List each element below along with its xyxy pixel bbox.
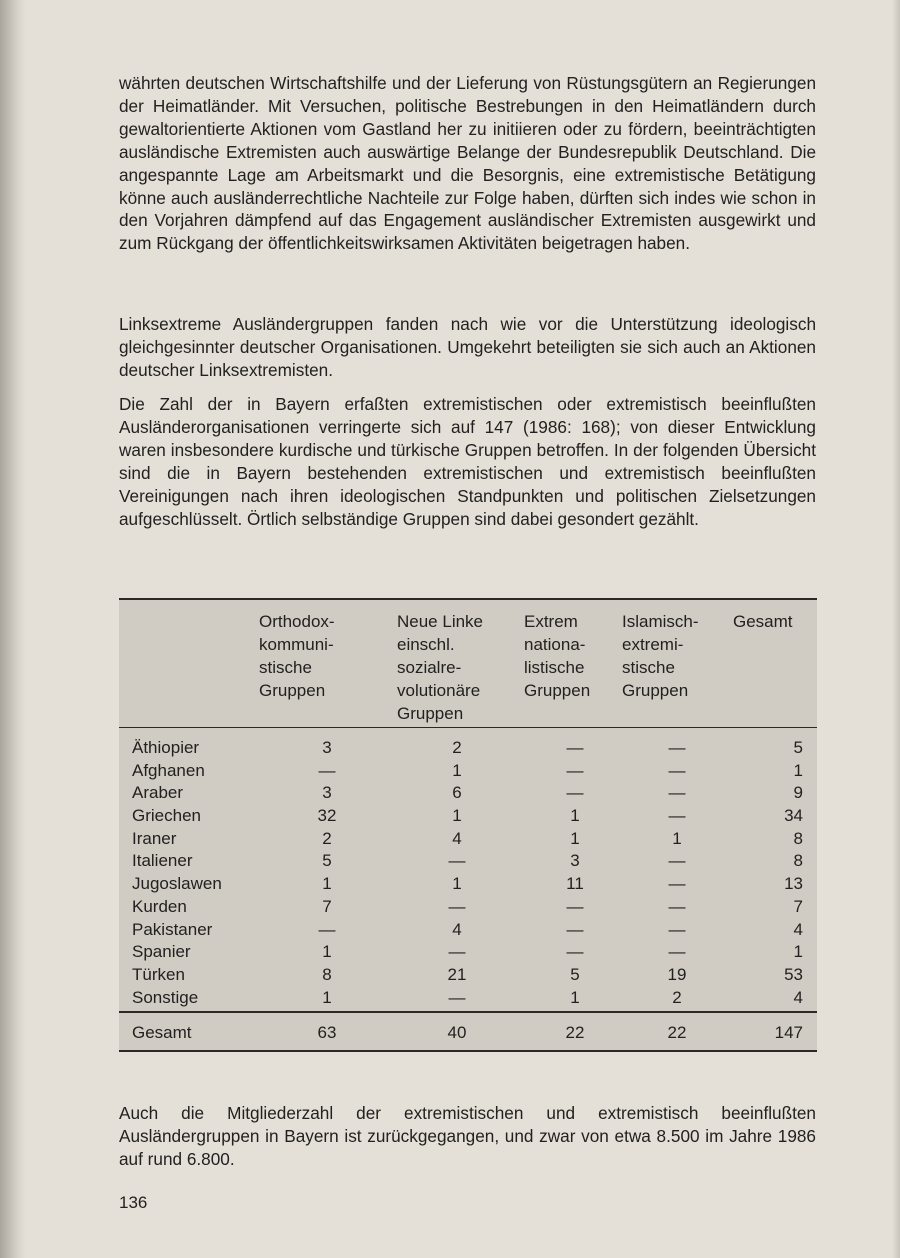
total-islamist: 22	[667, 1023, 687, 1042]
cell-total: 5	[793, 738, 803, 757]
row-label: Araber	[132, 783, 184, 803]
cell-nationalist: —	[566, 896, 584, 916]
cell-new-left: 1	[452, 874, 462, 894]
cell-nationalist: 3	[570, 851, 580, 871]
table-row	[119, 896, 817, 919]
table-rule-header	[119, 727, 817, 728]
cell-new-left: 21	[447, 964, 467, 984]
cell-total: 13	[784, 874, 803, 894]
row-label: Italiener	[132, 851, 193, 871]
cell-islamist: —	[668, 896, 686, 916]
header-nationalist: Extrem nationa- listische Gruppen	[524, 612, 591, 700]
cell-total: 1	[793, 760, 803, 780]
cell-islamist: —	[668, 874, 686, 894]
cell-total: 34	[784, 806, 803, 826]
cell-nationalist: —	[566, 783, 584, 803]
cell-nationalist: —	[566, 942, 584, 962]
cell-total: 53	[784, 964, 803, 984]
row-label: Jugoslawen	[132, 874, 222, 894]
cell-islamist: 1	[672, 828, 682, 848]
cell-islamist: —	[668, 919, 686, 939]
cell-new-left: 1	[452, 760, 462, 780]
cell-total: 9	[793, 783, 803, 803]
header-orthodox-communist: Orthodox- kommuni- stische Gruppen	[259, 612, 335, 700]
cell-islamist: —	[668, 783, 686, 803]
table-rule-bottom	[119, 1050, 817, 1052]
row-label: Pakistaner	[132, 919, 213, 939]
cell-orthodox: 32	[317, 806, 337, 826]
row-label: Griechen	[132, 806, 201, 826]
total-nationalist: 22	[565, 1023, 585, 1042]
cell-total: 4	[793, 987, 803, 1007]
cell-new-left: 1	[452, 806, 462, 826]
row-label: Türken	[132, 964, 185, 984]
total-overall: 147	[774, 1023, 803, 1042]
paragraph-2: Linksextreme Ausländergruppen fanden nach wie vor die Unterstützung ideologisch gleichgesinnter deutscher Organisationen. Umgekehrt beteiligten sie sich auch an Aktionen deutscher Linksextremisten.	[119, 314, 816, 380]
cell-new-left: —	[448, 851, 466, 871]
statistics-table	[119, 598, 817, 1052]
total-new-left: 40	[447, 1023, 467, 1042]
table-row	[119, 782, 817, 805]
cell-nationalist: —	[566, 760, 584, 780]
cell-total: 8	[793, 828, 803, 848]
cell-islamist: —	[668, 806, 686, 826]
cell-total: 4	[793, 919, 803, 939]
cell-nationalist: —	[566, 738, 584, 757]
table-row	[119, 828, 817, 851]
total-orthodox: 63	[317, 1023, 337, 1042]
header-new-left: Neue Linke einschl. sozialre- volutionäre Gruppen	[397, 612, 484, 723]
table-row	[119, 805, 817, 828]
paragraph-3: Die Zahl der in Bayern erfaßten extremistischen oder extremistisch beeinflußten Ausländerorganisationen verringerte sich auf 147 (1986: 168); von dieser Entwicklung waren insbesondere kurdische und türkische Gruppen betroffen. In der folgenden Übersicht sind die in Bayern bestehenden extremistischen und extremistisch beeinflußten Vereinigungen nach ihren ideologischen Standpunkten und politischen Zielsetzungen aufgeschlüsselt. Örtlich selbständige Gruppen sind dabei gesondert gezählt.	[119, 394, 816, 529]
cell-orthodox: 2	[322, 828, 332, 848]
row-label: Afghanen	[132, 760, 205, 780]
cell-total: 8	[793, 851, 803, 871]
table-rule-sum	[119, 1011, 817, 1013]
page-binding-shadow	[0, 0, 26, 1258]
page-number: 136	[119, 1193, 148, 1212]
cell-orthodox: 3	[322, 783, 332, 803]
cell-nationalist: 1	[570, 987, 580, 1007]
total-label: Gesamt	[132, 1023, 192, 1042]
cell-new-left: —	[448, 942, 466, 962]
cell-orthodox: —	[318, 760, 336, 780]
cell-nationalist: 11	[566, 874, 584, 894]
cell-orthodox: —	[318, 919, 336, 939]
cell-orthodox: 8	[322, 964, 332, 984]
table-row	[119, 987, 817, 1010]
cell-islamist: —	[668, 942, 686, 962]
row-label: Iraner	[132, 828, 177, 848]
cell-new-left: —	[448, 896, 466, 916]
cell-nationalist: 5	[570, 964, 580, 984]
table-row	[119, 873, 817, 896]
table-body	[119, 737, 817, 1009]
cell-nationalist: 1	[570, 828, 580, 848]
cell-orthodox: 5	[322, 851, 332, 871]
cell-islamist: —	[668, 851, 686, 871]
cell-orthodox: 3	[322, 738, 332, 757]
cell-new-left: 6	[452, 783, 462, 803]
row-label: Sonstige	[132, 987, 199, 1007]
cell-new-left: —	[448, 987, 466, 1007]
cell-orthodox: 1	[322, 987, 332, 1007]
paragraph-1: währten deutschen Wirtschaftshilfe und der Lieferung von Rüstungsgütern an Regierungen der Heimatländer. Mit Versuchen, politische Bestrebungen in den Heimatländern durch gewaltorientierte Aktionen vom Gastland her zu initiieren oder zu fördern, beeinträchtigten ausländische Extremisten auch auswärtige Belange der Bundesrepublik Deutschland. Die angespannte Lage am Arbeitsmarkt und die Besorgnis, eine extremistische Betätigung könne auch ausländerrechtliche Nachteile zur Folge haben, dürften sich indes wie schon in den Vorjahren dämpfend auf das Engagement ausländischer Extremisten ausgewirkt und zum Rückgang der öffentlichkeitswirksamen Aktivitäten beigetragen haben.	[119, 73, 816, 254]
table-total-row	[119, 1021, 817, 1044]
table-row	[119, 964, 817, 987]
paragraph-4: Auch die Mitgliederzahl der extremistischen und extremistisch beeinflußten Ausländergruppen in Bayern ist zurückgegangen, und zwar von etwa 8.500 im Jahre 1986 auf rund 6.800.	[119, 1103, 816, 1169]
cell-total: 7	[793, 896, 803, 916]
cell-new-left: 2	[452, 738, 462, 757]
cell-new-left: 4	[452, 919, 462, 939]
cell-islamist: 19	[667, 964, 687, 984]
table-row	[119, 737, 817, 760]
page-edge	[892, 0, 900, 1258]
row-label: Äthiopier	[132, 738, 200, 757]
cell-orthodox: 7	[322, 896, 332, 916]
cell-nationalist: —	[566, 919, 584, 939]
cell-islamist: —	[668, 760, 686, 780]
cell-islamist: —	[668, 738, 686, 757]
cell-orthodox: 1	[322, 942, 332, 962]
table-row	[119, 760, 817, 783]
table-rule-top	[119, 598, 817, 600]
row-label: Spanier	[132, 942, 191, 962]
header-islamist: Islamisch- extremi- stische Gruppen	[622, 612, 699, 700]
cell-new-left: 4	[452, 828, 462, 848]
cell-islamist: 2	[672, 987, 682, 1007]
header-total: Gesamt	[733, 612, 793, 631]
row-label: Kurden	[132, 896, 187, 916]
table-row	[119, 850, 817, 873]
cell-orthodox: 1	[322, 874, 332, 894]
cell-nationalist: 1	[570, 806, 580, 826]
cell-total: 1	[793, 942, 803, 962]
table-row	[119, 941, 817, 964]
table-row	[119, 919, 817, 942]
